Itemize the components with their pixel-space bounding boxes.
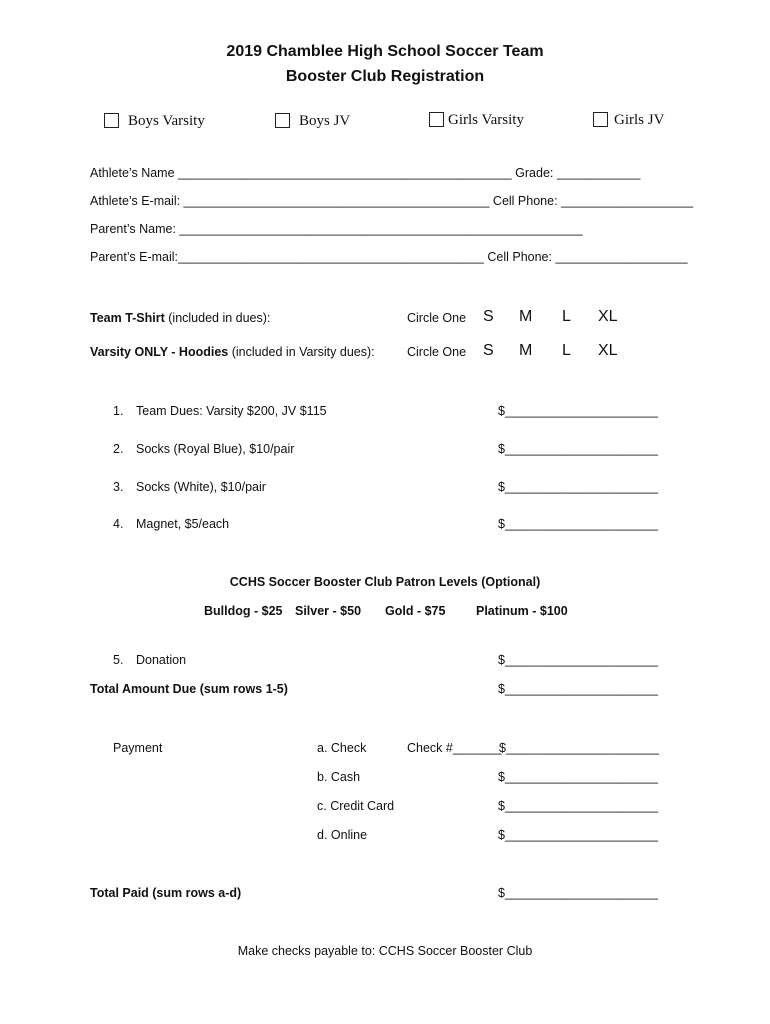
patron-level-gold: Gold - $75 — [385, 604, 446, 618]
tshirt-label: Team T-Shirt (included in dues): — [90, 311, 271, 325]
hoodie-size-l[interactable]: L — [562, 342, 571, 359]
hoodie-size-m[interactable]: M — [519, 342, 533, 359]
footer-note: Make checks payable to: CCHS Soccer Booster Club — [237, 944, 533, 958]
patron-level-bulldog: Bulldog - $25 — [204, 604, 283, 618]
hoodie-label: Varsity ONLY - Hoodies (included in Varsity dues): — [90, 345, 375, 359]
tshirt-size-xl[interactable]: XL — [598, 308, 618, 325]
payment-cash-amount[interactable]: $______________________ — [498, 770, 658, 784]
item-1-label: Team Dues: Varsity $200, JV $115 — [136, 404, 327, 418]
payment-label: Payment — [113, 741, 163, 755]
item-2-number: 2. — [113, 442, 124, 456]
athlete-email-field[interactable]: Athlete’s E-mail: ____________________________________________ Cell Phone: ___________________ — [90, 194, 694, 208]
item-4-amount[interactable]: $______________________ — [498, 517, 658, 531]
checkbox-icon[interactable] — [429, 112, 444, 127]
patron-heading: CCHS Soccer Booster Club Patron Levels (Optional) — [229, 575, 541, 589]
item-3-amount[interactable]: $______________________ — [498, 480, 658, 494]
parent-email-field[interactable]: Parent’s E-mail:____________________________________________ Cell Phone: ___________________ — [90, 250, 688, 264]
payment-online-amount[interactable]: $______________________ — [498, 828, 658, 842]
item-2-label: Socks (Royal Blue), $10/pair — [136, 442, 295, 456]
payment-cash-label: b. Cash — [317, 770, 361, 784]
payment-check-amount[interactable]: $______________________ — [499, 741, 659, 755]
patron-level-platinum: Platinum - $100 — [476, 604, 568, 618]
checkbox-icon[interactable] — [275, 113, 290, 128]
donation-number: 5. — [113, 653, 124, 667]
item-4-number: 4. — [113, 517, 124, 531]
donation-amount[interactable]: $______________________ — [498, 653, 658, 667]
payment-check-label: a. Check — [317, 741, 367, 755]
donation-label: Donation — [136, 653, 187, 667]
team-option-girls-jv[interactable]: Girls JV — [593, 112, 664, 129]
item-3-label: Socks (White), $10/pair — [136, 480, 266, 494]
payment-credit-card-amount[interactable]: $______________________ — [498, 799, 658, 813]
payment-online-label: d. Online — [317, 828, 368, 842]
team-option-boys-jv[interactable]: Boys JV — [275, 113, 350, 130]
team-option-boys-varsity[interactable]: Boys Varsity — [104, 113, 205, 130]
parent-name-field[interactable]: Parent’s Name: __________________________________________________________ — [90, 222, 583, 236]
team-option-girls-varsity[interactable]: Girls Varsity — [429, 112, 524, 129]
page-title: 2019 Chamblee High School Soccer Team — [226, 43, 544, 60]
item-2-amount[interactable]: $______________________ — [498, 442, 658, 456]
tshirt-circle-one: Circle One — [407, 311, 467, 325]
hoodie-circle-one: Circle One — [407, 345, 467, 359]
total-due-label: Total Amount Due (sum rows 1-5) — [90, 682, 288, 696]
athlete-name-field[interactable]: Athlete’s Name ________________________________________________ Grade: ____________ — [90, 166, 641, 180]
item-1-amount[interactable]: $______________________ — [498, 404, 658, 418]
hoodie-size-xl[interactable]: XL — [598, 342, 618, 359]
item-4-label: Magnet, $5/each — [136, 517, 230, 531]
page-subtitle: Booster Club Registration — [285, 68, 485, 85]
tshirt-size-s[interactable]: S — [483, 308, 494, 325]
total-paid-label: Total Paid (sum rows a-d) — [90, 886, 242, 900]
hoodie-size-s[interactable]: S — [483, 342, 494, 359]
total-due-amount[interactable]: $______________________ — [498, 682, 658, 696]
tshirt-size-m[interactable]: M — [519, 308, 533, 325]
payment-credit-card-label: c. Credit Card — [317, 799, 395, 813]
tshirt-size-l[interactable]: L — [562, 308, 571, 325]
item-3-number: 3. — [113, 480, 124, 494]
check-number-field[interactable]: Check #_______ — [407, 741, 502, 755]
total-paid-amount[interactable]: $______________________ — [498, 886, 658, 900]
checkbox-icon[interactable] — [104, 113, 119, 128]
patron-level-silver: Silver - $50 — [295, 604, 362, 618]
checkbox-icon[interactable] — [593, 112, 608, 127]
item-1-number: 1. — [113, 404, 124, 418]
